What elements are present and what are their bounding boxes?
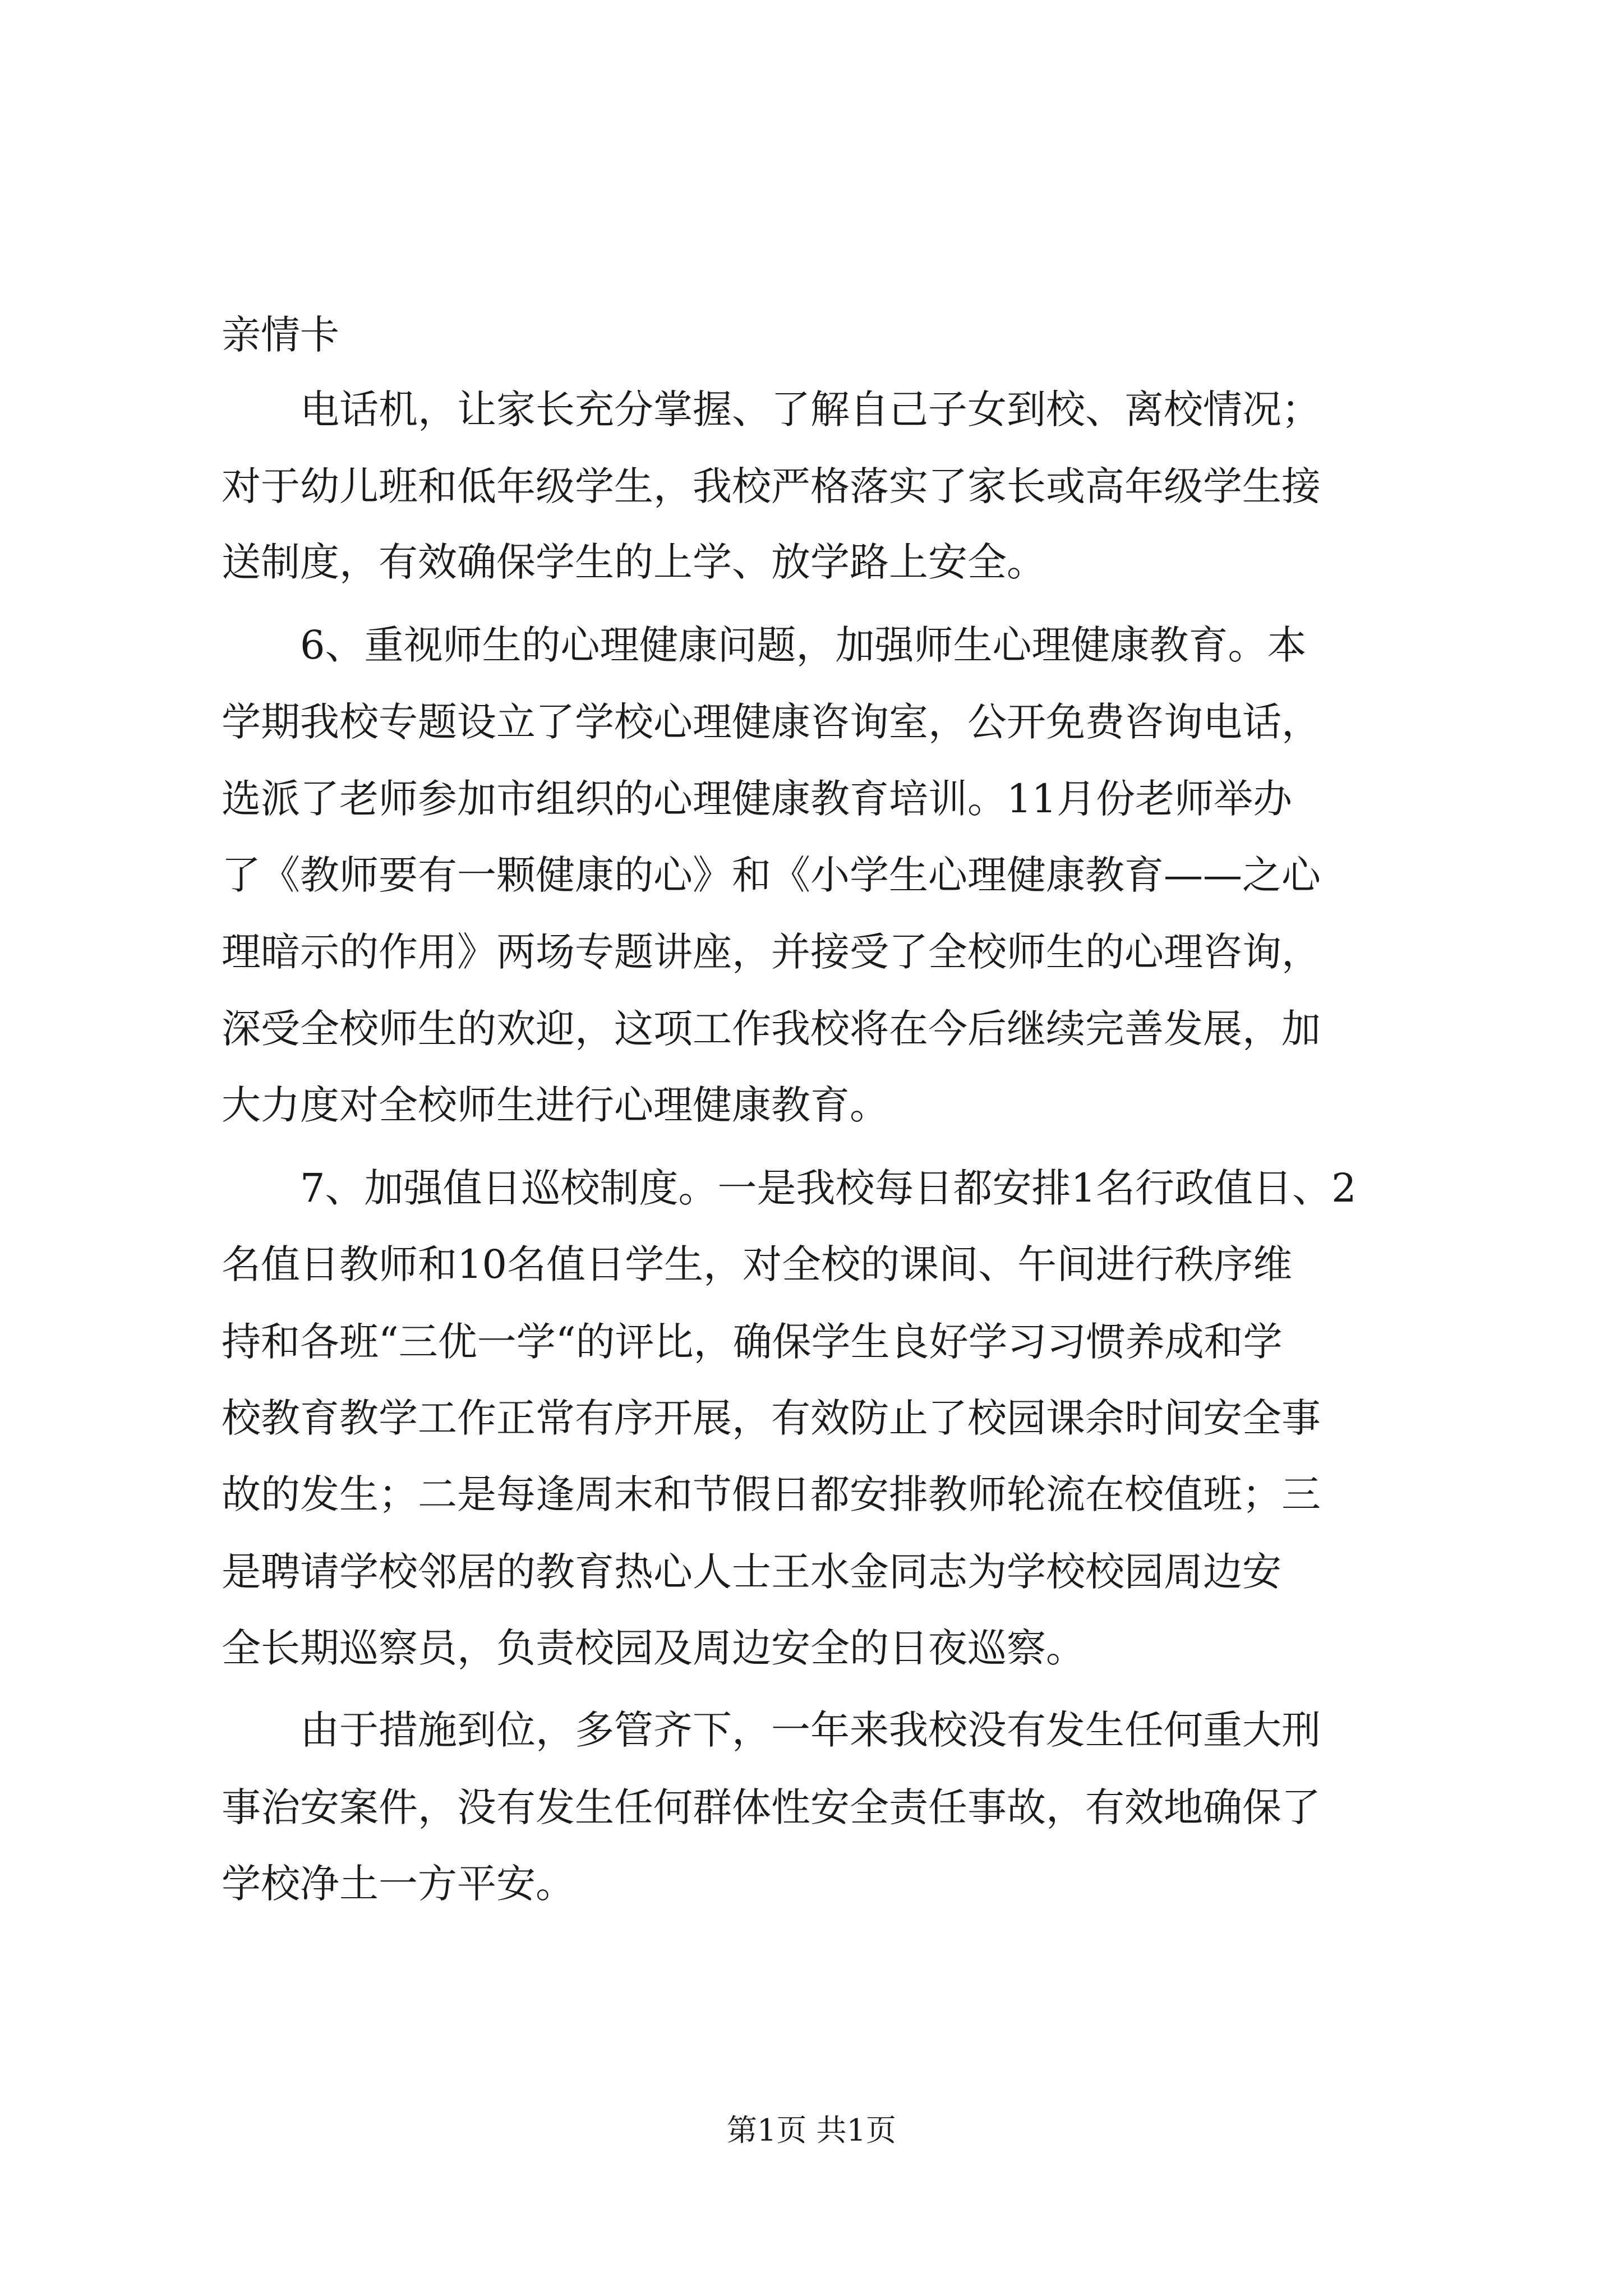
- text-line: 深受全校师生的欢迎，这项工作我校将在今后继续完善发展，加: [222, 1006, 1321, 1052]
- text-line: 对于幼儿班和低年级学生，我校严格落实了家长或高年级学生接: [222, 463, 1321, 509]
- text-line: 亲情卡: [222, 312, 339, 358]
- text-line: 6、重视师生的心理健康问题，加强师生心理健康教育。本: [222, 622, 1307, 668]
- text-line: 是聘请学校邻居的教育热心人士王水金同志为学校校园周边安: [222, 1549, 1281, 1595]
- page-footer: 第1页 共1页: [727, 2113, 896, 2148]
- text-line: 名值日教师和10名值日学生，对全校的课间、午间进行秩序维: [222, 1241, 1293, 1287]
- text-line: 学校净土一方平安。: [222, 1861, 575, 1907]
- text-line: 学期我校专题设立了学校心理健康咨询室，公开免费咨询电话，: [222, 699, 1321, 745]
- text-line: 了《教师要有一颗健康的心》和《小学生心理健康教育——之心: [222, 852, 1321, 898]
- text-line: 理暗示的作用》两场专题讲座，并接受了全校师生的心理咨询，: [222, 929, 1321, 975]
- text-line: 由于措施到位，多管齐下，一年来我校没有发生任何重大刑: [222, 1707, 1321, 1753]
- text-line: 全长期巡察员，负责校园及周边安全的日夜巡察。: [222, 1625, 1085, 1671]
- text-line: 事治安案件，没有发生任何群体性安全责任事故，有效地确保了: [222, 1784, 1321, 1830]
- text-line: 大力度对全校师生进行心理健康教育。: [222, 1082, 889, 1128]
- text-line: 送制度，有效确保学生的上学、放学路上安全。: [222, 539, 1046, 585]
- text-line: 故的发生；二是每逢周末和节假日都安排教师轮流在校值班；三: [222, 1471, 1321, 1517]
- text-line: 选派了老师参加市组织的心理健康教育培训。11月份老师举办: [222, 776, 1293, 822]
- text-line: 电话机，让家长充分掌握、了解自己子女到校、离校情况；: [222, 386, 1321, 432]
- text-line: 校教育教学工作正常有序开展，有效防止了校园课余时间安全事: [222, 1395, 1321, 1441]
- text-line: 7、加强值日巡校制度。一是我校每日都安排1名行政值日、2: [222, 1165, 1357, 1211]
- text-line: 持和各班“三优一学“的评比，确保学生良好学习习惯养成和学: [222, 1319, 1283, 1365]
